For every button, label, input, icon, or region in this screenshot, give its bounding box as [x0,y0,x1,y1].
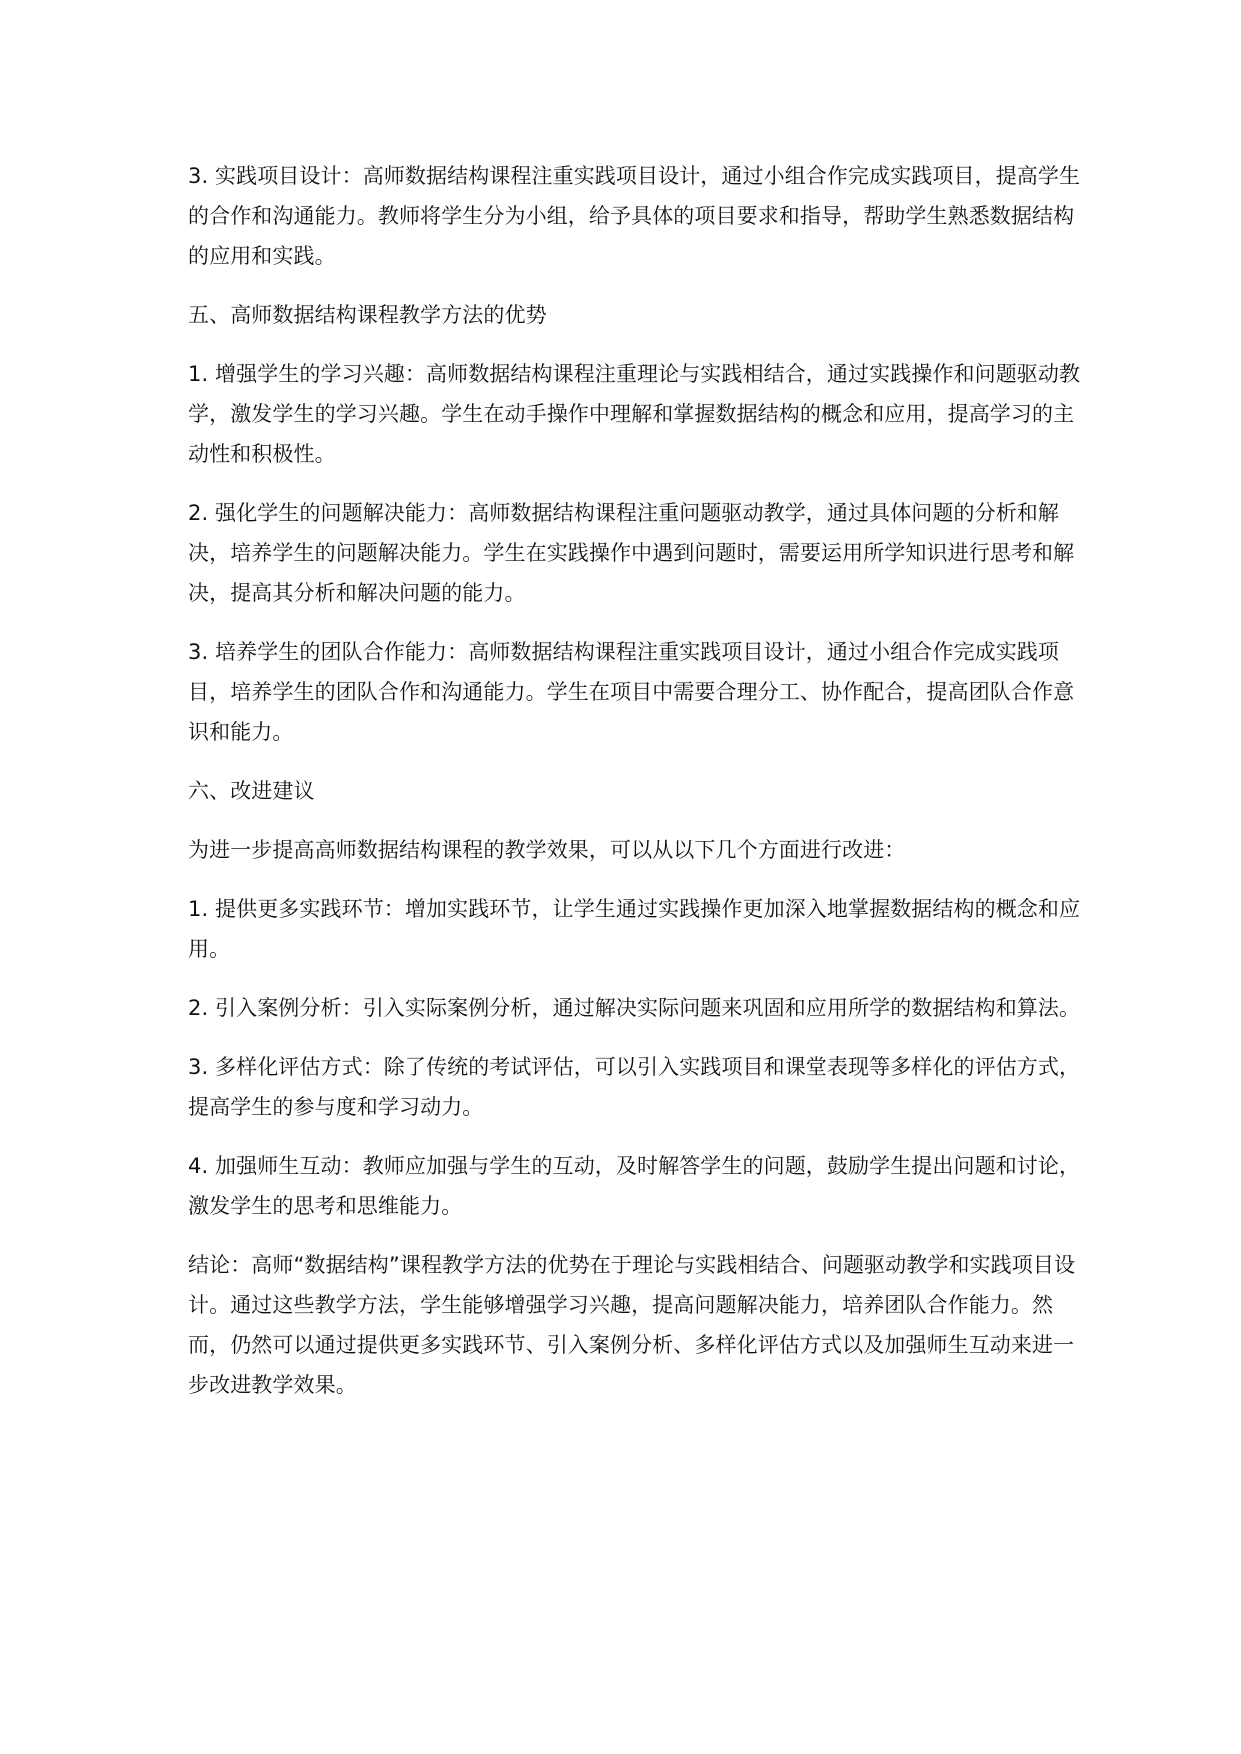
section-heading-suggestions: 六、改进建议 [188,779,315,803]
paragraph-problem-solving: 2. 强化学生的问题解决能力：高师数据结构课程注重问题驱动教学，通过具体问题的分析和解决，培养学生的问题解决能力。学生在实践操作中遇到问题时，需要运用所学知识进行思考和解决，提高其分析和解决问题的能力。 [188,501,1075,605]
paragraph-learning-interest: 1. 增强学生的学习兴趣：高师数据结构课程注重理论与实践相结合，通过实践操作和问题驱动教学，激发学生的学习兴趣。学生在动手操作中理解和掌握数据结构的概念和应用，提高学习的主动性和积极性。 [188,362,1081,466]
paragraph-more-practice: 1. 提供更多实践环节：增加实践环节，让学生通过实践操作更加深入地掌握数据结构的概念和应用。 [188,897,1081,961]
section-heading-advantages: 五、高师数据结构课程教学方法的优势 [188,303,547,327]
paragraph-suggestions-intro: 为进一步提高高师数据结构课程的教学效果，可以从以下几个方面进行改进： [188,838,906,862]
paragraph-conclusion: 结论：高师“数据结构”课程教学方法的优势在于理论与实践相结合、问题驱动教学和实践项目设计。通过这些教学方法，学生能够增强学习兴趣，提高问题解决能力，培养团队合作能力。然而，仍然可以通过提供更多实践环节、引入案例分析、多样化评估方式以及加强师生互动来进一步改进教学效果。 [188,1253,1076,1397]
paragraph-practice-project-design: 3. 实践项目设计：高师数据结构课程注重实践项目设计，通过小组合作完成实践项目，提高学生的合作和沟通能力。教师将学生分为小组，给予具体的项目要求和指导，帮助学生熟悉数据结构的应用和实践。 [188,164,1081,268]
paragraph-case-analysis: 2. 引入案例分析：引入实际案例分析，通过解决实际问题来巩固和应用所学的数据结构和算法。 [188,996,1081,1020]
document-body [188,156,1088,1424]
paragraph-diverse-assessment: 3. 多样化评估方式：除了传统的考试评估，可以引入实践项目和课堂表现等多样化的评估方式，提高学生的参与度和学习动力。 [188,1055,1081,1119]
paragraph-teamwork: 3. 培养学生的团队合作能力：高师数据结构课程注重实践项目设计，通过小组合作完成实践项目，培养学生的团队合作和沟通能力。学生在项目中需要合理分工、协作配合，提高团队合作意识和能力。 [188,640,1075,744]
paragraph-teacher-student-interaction: 4. 加强师生互动：教师应加强与学生的互动，及时解答学生的问题，鼓励学生提出问题和讨论，激发学生的思考和思维能力。 [188,1154,1081,1218]
